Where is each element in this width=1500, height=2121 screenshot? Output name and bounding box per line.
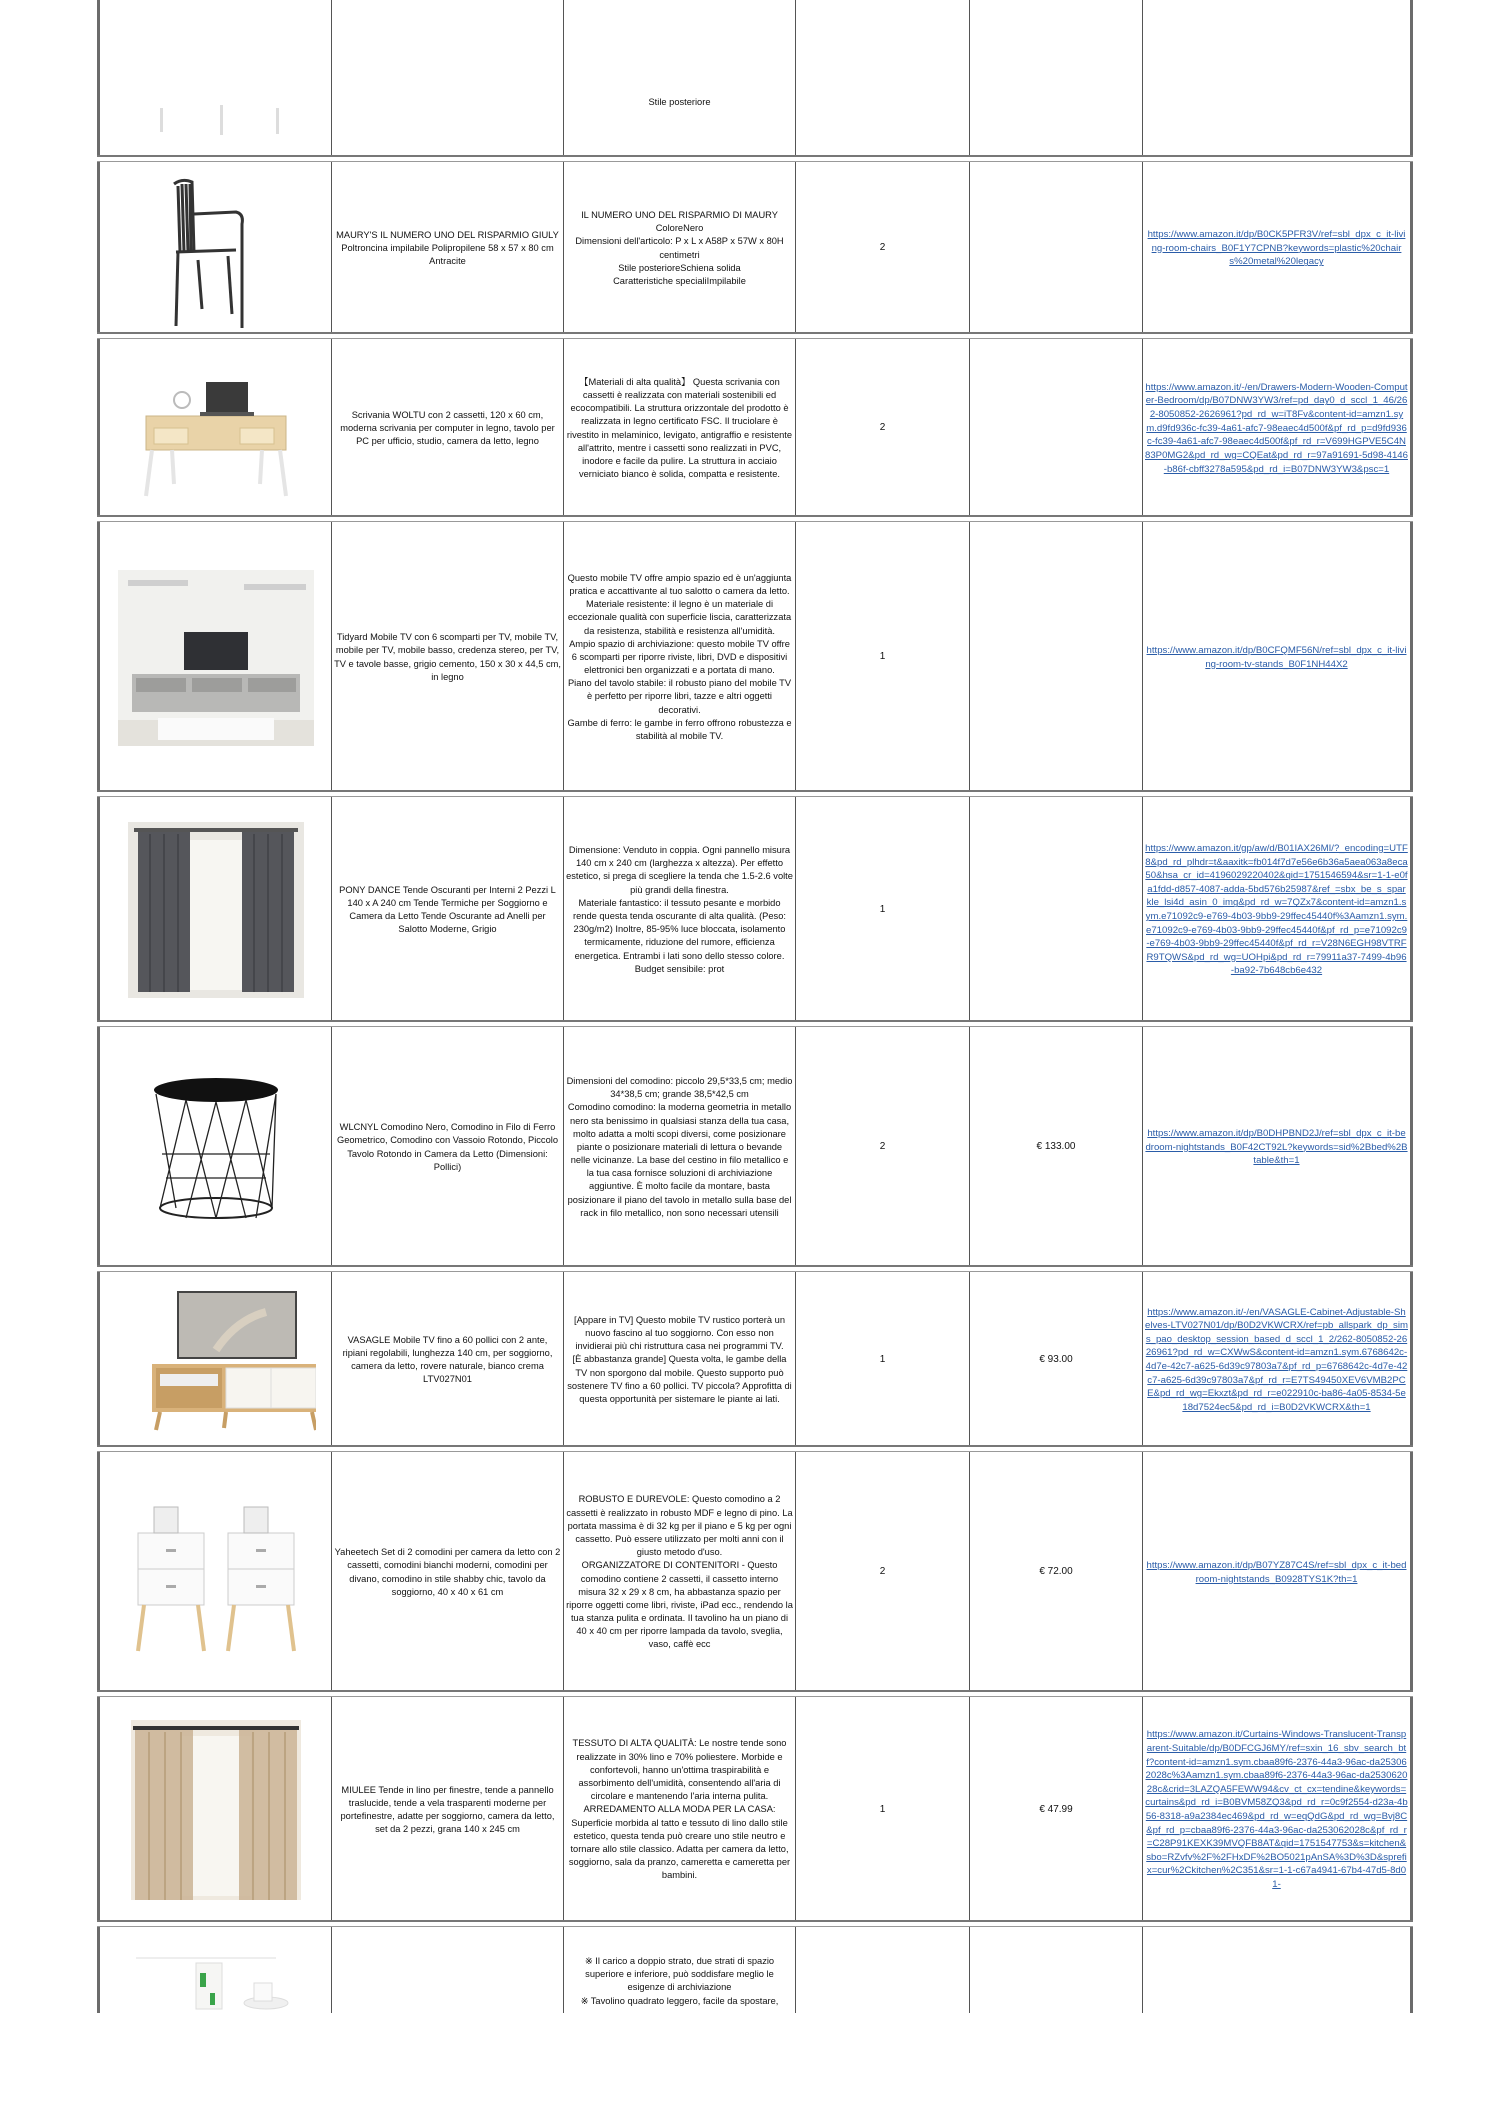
product-quantity: 1: [796, 1270, 970, 1450]
table-row: [97, 1695, 1413, 1925]
product-quantity: [796, 1925, 970, 2013]
product-quantity: 2: [796, 1025, 970, 1270]
row-divider: [97, 515, 1413, 522]
row-divider: [97, 1265, 1413, 1272]
product-description: ROBUSTO E DUREVOLE: Questo comodino a 2 cassetti è realizzato in robusto MDF e legno di pino. La portata massima è di 32 kg per il piano e 5 kg per ogni cassetto. Può essere utilizzato per molti anni con il giusto metodo d'uso. ORGANIZZATORE DI CONTENITORI - Questo comodino contiene 2 cassetti, il cassetto interno misura 32 x 29 x 8 cm, ha abbastanza spazio per riporre oggetti come libri, riviste, iPad ecc., rendendo la tua stanza pulita e ordinata. Il tavolino ha un piano di 40 x 40 cm per riporre lampada da tavolo, sveglia, vaso, caffè ecc: [564, 1450, 796, 1695]
product-description: Dimensione: Venduto in coppia. Ogni pannello misura 140 cm x 240 cm (larghezza x altezza). Per effetto estetico, si prega di scegliere la tenda che 1.5-2.6 volte più grandi della finestra. Materiale fantastico: il tessuto pesante e morbido rende questa tenda oscurante di alta qualità. (Peso: 230g/m2) Inoltre, 85-95% luce bloccata, isolamento termicamente, riduzione del rumore, efficienza energetica. Entrambi i lati sono dello stesso colore. Budget sensibile: prot: [564, 795, 796, 1025]
product-quantity: 2: [796, 337, 970, 520]
product-name: [332, 0, 564, 160]
product-image-cell: [100, 337, 332, 520]
product-quantity: [796, 0, 970, 160]
product-description: Questo mobile TV offre ampio spazio ed è un'aggiunta pratica e accattivante al tuo salotto o camera da letto. Materiale resistente: il legno è un materiale di eccezionale qualità con superficie liscia, caratterizzata da resistenza, stabilità e resistenza all'umidità. Ampio spazio di archiviazione: questo mobile TV offre 6 scomparti per riporre riviste, libri, DVD e dispositivi elettronici ben organizzati e a portata di mano. Piano del tavolo stabile: il robusto piano del mobile TV è perfetto per riporre libri, tazze e altri oggetti decorativi. Gambe di ferro: le gambe in ferro offrono robustezza e stabilità al mobile TV.: [564, 520, 796, 795]
product-link[interactable]: https://www.amazon.it/gp/aw/d/B01IAX26MI/?_encoding=UTF8&pd_rd_plhdr=t&aaxitk=fb014f7d7e56e6b36a5aea063a8eca50&hsa_cr_id=4196029220402&qid=1751546594&sr=1-1-e0fa1fdd-d857-4087-adda-5bd576b25987&ref_=sbx_be_s_sparkle_lsi4d_asin_0_img&pd_rd_w=7QZx7&content-id=amzn1.sym.e71092c9-e769-4b03-9bb9-29ffec45440f%3Aamzn1.sym.e71092c9-e769-4b03-9bb9-29ffec45440f&pf_rd_p=e71092c9-e769-4b03-9bb9-29ffec45440f&pf_rd_r=V28N6EGH98VTRFR9TQWS&pd_rd_wg=UOHpi&pd_rd_r=79911a37-7499-4b96-ba92-7b648cb6e432: [1145, 842, 1408, 977]
wooden-desk-image: [116, 354, 316, 504]
white-side-table-image: [116, 1953, 316, 2013]
row-divider: [97, 1445, 1413, 1452]
product-link[interactable]: https://www.amazon.it/dp/B07YZ87C4S/ref=sbl_dpx_c_it-bedroom-nightstands_B0928TYS1K?th=1: [1146, 1559, 1407, 1585]
product-name: VASAGLE Mobile TV fino a 60 pollici con 2 ante, ripiani regolabili, lunghezza 140 cm, per soggiorno, camera da letto, rovere naturale, bianco crema LTV027N01: [332, 1270, 564, 1450]
row-divider: [97, 1020, 1413, 1027]
product-link[interactable]: https://www.amazon.it/-/en/Drawers-Modern-Wooden-Computer-Bedroom/dp/B07DNW3YW3/ref=pd_day0_d_sccl_1_46/262-8050852-2626961?pd_rd_w=iT8Fv&content-id=amzn1.sym.d9fd936c-fc39-4a61-afc7-98eaec4d500f&pf_rd_p=d9fd936c-fc39-4a61-afc7-98eaec4d500f&pf_rd_r=V699HGPVE5C4N83P0MG2&pd_rd_wg=CQEat&pd_rd_r=97a91691-5d98-4146-b86f-cbff3278a595&pd_rd_i=B07DNW3YW3&psc=1: [1145, 381, 1408, 475]
product-link-cell: [1143, 1450, 1410, 1695]
product-image-cell: [100, 0, 332, 160]
product-name: MIULEE Tende in lino per finestre, tende a pannello traslucide, tende a vela trasparenti moderne per portefinestre, adatte per soggiorno, camera da letto, set da 2 pezzi, grana 140 x 245 cm: [332, 1695, 564, 1925]
product-description: Stile posteriore: [564, 0, 796, 160]
product-link-cell: [1143, 520, 1410, 795]
product-description: IL NUMERO UNO DEL RISPARMIO DI MAURY ColoreNero Dimensioni dell'articolo: P x L x A58P x 57W x 80H centimetri Stile posterioreSchiena solida Caratteristiche specialiImpilabile: [564, 160, 796, 337]
row-divider: [97, 1690, 1413, 1697]
product-image-cell: [100, 160, 332, 337]
product-name: MAURY'S IL NUMERO UNO DEL RISPARMIO GIULY Poltroncina impilabile Polipropilene 58 x 57 x 80 cm Antracite: [332, 160, 564, 337]
product-link-cell: [1143, 0, 1410, 160]
product-link-cell: [1143, 337, 1410, 520]
product-link-cell: [1143, 160, 1410, 337]
product-image-cell: [100, 1450, 332, 1695]
product-image-cell: [100, 1925, 332, 2013]
product-link[interactable]: https://www.amazon.it/dp/B0DHPBND2J/ref=sbl_dpx_c_it-bedroom-nightstands_B0F42CT92L?keywords=sid%2Bbed%2Btable&th=1: [1145, 1128, 1408, 1167]
product-link-cell: [1143, 795, 1410, 1025]
chair-legs-image: [116, 0, 316, 160]
table-row: [97, 0, 1413, 160]
product-name: Tidyard Mobile TV con 6 scomparti per TV, mobile TV, mobile per TV, mobile basso, credenza stereo, per TV, TV e tavole basse, grigio cemento, 150 x 30 x 44,5 cm, in legno: [332, 520, 564, 795]
product-image-cell: [100, 1695, 332, 1925]
row-divider: [97, 1920, 1413, 1927]
product-image-cell: [100, 1270, 332, 1450]
product-description: ※ Il carico a doppio strato, due strati di spazio superiore e inferiore, può soddisfare meglio le esigenze di archiviazione ※ Tavolino quadrato leggero, facile da spostare,: [564, 1925, 796, 2013]
grey-tv-stand-image: [118, 570, 314, 746]
product-link-cell: [1143, 1925, 1410, 2013]
product-image-cell: [100, 1025, 332, 1270]
product-price: [970, 160, 1143, 337]
grey-curtains-image: [128, 822, 304, 998]
product-price: [970, 0, 1143, 160]
product-quantity: 2: [796, 160, 970, 337]
product-quantity: 1: [796, 1695, 970, 1925]
product-name: WLCNYL Comodino Nero, Comodino in Filo di Ferro Geometrico, Comodino con Vassoio Rotondo, Piccolo Tavolo Rotondo in Camera da Letto (Dimensioni: Pollici): [332, 1025, 564, 1270]
table-row: [97, 337, 1413, 520]
product-price: € 93.00: [970, 1270, 1143, 1450]
product-link-cell: [1143, 1695, 1410, 1925]
product-price: € 133.00: [970, 1025, 1143, 1270]
table-row: [97, 1450, 1413, 1695]
product-quantity: 1: [796, 795, 970, 1025]
row-divider: [97, 790, 1413, 797]
wire-side-table-image: [126, 1058, 306, 1238]
product-price: [970, 795, 1143, 1025]
product-name: PONY DANCE Tende Oscuranti per Interni 2 Pezzi L 140 x A 240 cm Tende Termiche per Soggiorno e Camera da Letto Tende Oscurante ad Anelli per Salotto Moderne, Grigio: [332, 795, 564, 1025]
product-description: TESSUTO DI ALTA QUALITÀ: Le nostre tende sono realizzate in 30% lino e 70% poliestere. Morbide e confortevoli, hanno un'ottima traspirabilità e assorbimento dell'umidità, consentendo all'aria di circolare e mantenendo l'aria interna pulita. ARREDAMENTO ALLA MODA PER LA CASA: Superficie morbida al tatto e tessuto di lino dallo stile estetico, questa tenda può creare uno stile neutro e tornare allo stile classico. Adatta per camera da letto, soggiorno, sala da pranzo, cameretta e cameretta per bambini.: [564, 1695, 796, 1925]
product-description: 【Materiali di alta qualità】 Questa scrivania con cassetti è realizzata con materiali sostenibili ed ecocompatibili. La struttura orizzontale del prodotto è realizzata in legno certificato FSC. Il truciolare è rivestito in melaminico, levigato, antigraffio e resistente all'attrito, mentre i cassetti sono realizzati in PVC, inodore e facile da pulire. La struttura in acciaio verniciato bianco è solida, compatta e resistente.: [564, 337, 796, 520]
product-name: Yaheetech Set di 2 comodini per camera da letto con 2 cassetti, comodini bianchi moderni, comodini per divano, comodino in stile shabby chic, tavolo da soggiorno, 40 x 40 x 61 cm: [332, 1450, 564, 1695]
product-image-cell: [100, 795, 332, 1025]
product-link[interactable]: https://www.amazon.it/-/en/VASAGLE-Cabinet-Adjustable-Shelves-LTV027N01/dp/B0D2VKWCRX/ref=pb_allspark_dp_sims_pao_desktop_session_based_d_sccl_1_2/262-8050852-2626961?pd_rd_w=CXWwS&content-id=amzn1.sym.6768642c-4d7e-42c7-a625-6d39c97803a7&pf_rd_p=6768642c-4d7e-42c7-a625-6d39c97803a7&pf_rd_r=E7TS49450XEV6VMB2PCE&pd_rd_wg=Ekxzt&pd_rd_r=e022910c-ba86-4a05-8534-5e18d7524ec5&pd_rd_i=B0D2VKWCRX&th=1: [1145, 1306, 1408, 1413]
product-link-cell: [1143, 1025, 1410, 1270]
oak-tv-stand-image: [116, 1280, 316, 1440]
product-link[interactable]: https://www.amazon.it/dp/B0CFQMF56N/ref=sbl_dpx_c_it-living-room-tv-stands_B0F1NH44X2: [1146, 644, 1407, 670]
product-name: [332, 1925, 564, 2013]
row-divider: [97, 155, 1413, 162]
table-row: [97, 795, 1413, 1025]
product-quantity: 2: [796, 1450, 970, 1695]
table-row: [97, 160, 1413, 337]
linen-curtains-image: [131, 1720, 301, 1900]
table-row: [97, 1925, 1413, 2013]
product-description: Dimensioni del comodino: piccolo 29,5*33,5 cm; medio 34*38,5 cm; grande 38,5*42,5 cm Comodino comodino: la moderna geometria in metallo nero sta benissimo in qualsiasi stanza della tua casa, molto adatta a molti scopi diversi, come posizionare piante o posizionare materiali di lettura o bevande nelle vicinanze. La base del cestino in filo metallico e la tua casa fornisce soluzioni di archiviazione aggiuntive. È molto facile da montare, basta posizionare il piano del tavolo in metallo sulla base del rack in filo metallico, non sono necessari utensili: [564, 1025, 796, 1270]
white-nightstands-image: [118, 1483, 314, 1663]
product-image-cell: [100, 520, 332, 795]
product-description: [Appare in TV] Questo mobile TV rustico porterà un nuovo fascino al tuo soggiorno. Con esso non invidierai più chi ristruttura casa nei programmi TV. [È abbastanza grande] Questa volta, le gambe della TV non sporgono dal mobile. Questo supporto può sostenere TV fino a 60 pollici. TV piccola? Approfitta di questa opportunità per sistemare le piante ai lati.: [564, 1270, 796, 1450]
product-price: [970, 337, 1143, 520]
product-link[interactable]: https://www.amazon.it/Curtains-Windows-Translucent-Transparent-Suitable/dp/B0DFCGJ6MY/ref=sxin_16_sbv_search_btf?content-id=amzn1.sym.cbaa89f6-2376-44a3-96ac-da253062028c%3Aamzn1.sym.cbaa89f6-2376-44a3-96ac-da253062028c&crid=3LAZQA5FEWW94&cv_ct_cx=tendine&keywords=curtains&pd_rd_i=B0BVM58ZQ3&pd_rd_r=0c9f2554-d23a-4b56-8318-a9a2384ec469&pd_rd_w=eqQdG&pd_rd_wg=Bvj8C&pf_rd_p=cbaa89f6-2376-44a3-96ac-da253062028c&pf_rd_r=C28P91KEXK39MVQFB8AT&qid=1751547753&s=kitchen&sbo=RZvfv%2F%2FHxDF%2BO5021pAnSA%3D%3D&sprefix=cur%2Ckitchen%2C351&sr=1-1-c67a4941-67b4-47d5-8d01-: [1145, 1729, 1408, 1891]
black-armchair-image: [116, 164, 316, 334]
row-divider: [97, 332, 1413, 339]
product-price: [970, 1925, 1143, 2013]
product-name: Scrivania WOLTU con 2 cassetti, 120 x 60 cm, moderna scrivania per computer in legno, tavolo per PC per ufficio, studio, camera da letto, legno: [332, 337, 564, 520]
table-row: [97, 1025, 1413, 1270]
product-price: [970, 520, 1143, 795]
product-price: € 72.00: [970, 1450, 1143, 1695]
product-link-cell: [1143, 1270, 1410, 1450]
table-row: [97, 520, 1413, 795]
product-quantity: 1: [796, 520, 970, 795]
table-row: [97, 1270, 1413, 1450]
product-link[interactable]: https://www.amazon.it/dp/B0CK5PFR3V/ref=sbl_dpx_c_it-living-room-chairs_B0F1Y7CPNB?keywords=plastic%20chairs%20metal%20legacy: [1147, 229, 1406, 268]
product-price: € 47.99: [970, 1695, 1143, 1925]
